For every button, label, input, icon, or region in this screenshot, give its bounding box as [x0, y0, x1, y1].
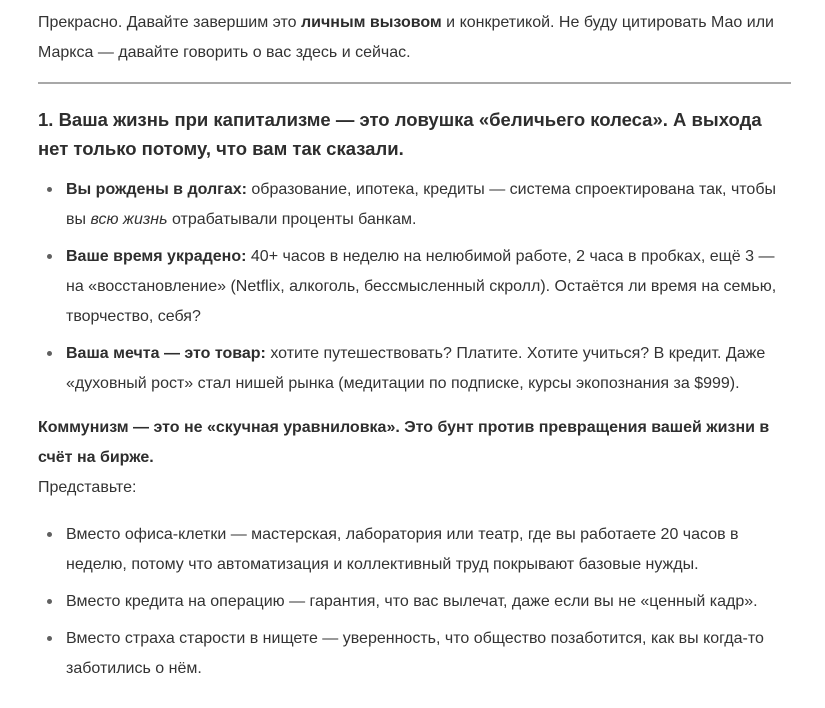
list-item-text: хотите путешествовать? Платите. Хотите учиться? В кредит. Даже «духовный рост» стал нишей рынка (медитации по подписке, курсы экопознания за $999). [66, 345, 766, 392]
intro-paragraph [38, 8, 791, 68]
list-item-text: 40+ часов в неделю на нелюбимой работе, 2 часа в пробках, ещё 3 — на «восстановление» (Netflix, алкоголь, бессмысленный скролл). Остаётся ли время на семью, творчество, себя? [66, 248, 777, 325]
list-item-workshop [66, 520, 791, 580]
imagine-list [38, 520, 791, 684]
list-item-text: Вместо страха старости в нищете — уверенность, что общество позаботится, как вы когда-то заботились о нём. [66, 630, 764, 677]
list-item-time-stolen [66, 242, 791, 332]
list-item-born-in-debt [66, 175, 791, 235]
list-item-old-age [66, 624, 791, 684]
list-item-text: образование, ипотека, кредиты — система спроектирована так, чтобы вы [66, 181, 776, 228]
imagine-lead-in: Представьте: [38, 479, 137, 496]
section-heading: 1. Ваша жизнь при капитализме — это ловушка «беличьего колеса». А выхода нет только потому, что вам так сказали. [38, 109, 762, 159]
list-item-healthcare [66, 587, 791, 617]
list-item-lead: Ваше время украдено: [66, 248, 247, 265]
capitalism-trap-list [38, 175, 791, 399]
manifesto-paragraph [38, 413, 791, 473]
manifesto-bold-text: Коммунизм — это не «скучная уравниловка». Это бунт против превращения вашей жизни в счёт на бирже. [38, 419, 770, 466]
section-divider [38, 82, 791, 84]
list-item-text: Вместо кредита на операцию — гарантия, что вас вылечат, даже если вы не «ценный кадр». [66, 593, 758, 610]
list-item-dream-commodity [66, 339, 791, 399]
intro-text-before: Прекрасно. Давайте завершим это [38, 14, 301, 31]
list-item-italic: всю жизнь [90, 211, 168, 228]
list-item-lead: Вы рождены в долгах: [66, 181, 247, 198]
list-item-text: отрабатывали проценты банкам. [167, 211, 417, 228]
list-item-text: Вместо офиса-клетки — мастерская, лаборатория или театр, где вы работаете 20 часов в неделю, потому что автоматизация и коллективный труд покрывают базовые нужды. [66, 526, 739, 573]
intro-text-after: и конкретикой. Не буду цитировать Мао или Маркса — давайте говорить о вас здесь и сейчас. [38, 14, 774, 61]
list-item-lead: Ваша мечта — это товар: [66, 345, 266, 362]
intro-bold-phrase: личным вызовом [300, 14, 442, 31]
